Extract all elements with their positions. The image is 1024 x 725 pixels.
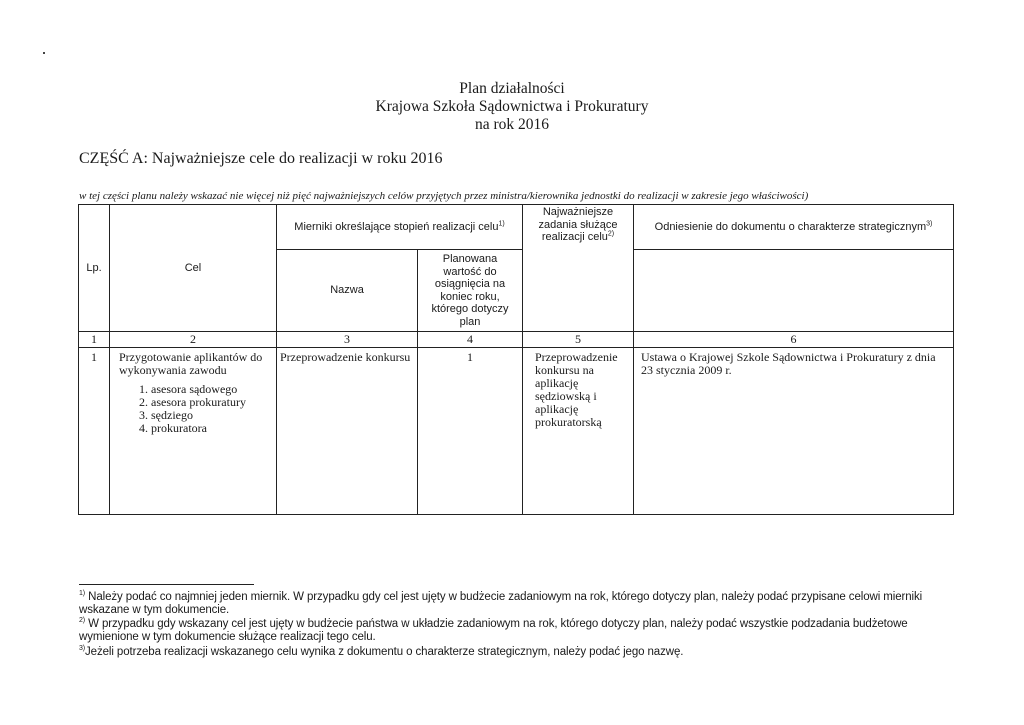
scan-speck xyxy=(43,52,45,54)
header-zadania xyxy=(523,205,634,332)
plan-year: na rok 2016 xyxy=(474,116,550,133)
footnote-2 xyxy=(79,618,939,644)
row-lp: 1 xyxy=(79,348,110,515)
doc-title: Plan działalności xyxy=(459,80,565,97)
footnote-3 xyxy=(79,646,939,659)
header-mierniki-text: Mierniki określające stopień realizacji celu xyxy=(294,220,499,233)
header-odniesienie-empty xyxy=(634,250,954,332)
list-item: 4. prokuratora xyxy=(151,422,273,435)
row-wartosc: 1 xyxy=(418,348,523,515)
footnote-ref-2: 2) xyxy=(607,230,615,238)
row-cel xyxy=(110,348,277,515)
footnote-ref-3: 3) xyxy=(926,220,933,228)
footnote-text: Należy podać co najmniej jeden miernik. W przypadku gdy cel jest ujęty w budżecie zadaniowym na rok, którego dotyczy plan, należy podać przypisane celowi mierniki wskazane w tym dokumencie. xyxy=(79,591,923,616)
header-odniesienie xyxy=(634,205,954,250)
profession-list xyxy=(119,383,273,435)
row-nazwa: Przeprowadzenie konkursu xyxy=(277,348,418,515)
column-number: 5 xyxy=(523,332,634,348)
row-odniesienie: Ustawa o Krajowej Szkole Sądownictwa i Prokuratury z dnia 23 stycznia 2009 r. xyxy=(634,348,954,515)
footnote-1 xyxy=(79,591,939,617)
list-item: 1. asesora sądowego xyxy=(151,383,273,396)
row-zadania: Przeprowadzenie konkursu na aplikację sędziowską i aplikację prokuratorską xyxy=(523,348,634,515)
row-cel-text: Przygotowanie aplikantów do wykonywania zawodu xyxy=(119,350,263,377)
footnote-mark: 2) xyxy=(79,617,86,625)
header-cel: Cel xyxy=(110,205,277,332)
footnote-mark: 3) xyxy=(79,645,86,653)
column-number: 1 xyxy=(79,332,110,348)
footnote-mark: 1) xyxy=(79,590,86,598)
footnote-text: Jeżeli potrzeba realizacji wskazanego celu wynika z dokumentu o charakterze strategicznym, należy podać jego nazwę. xyxy=(85,646,684,658)
part-a-title: CZĘŚĆ A: Najważniejsze cele do realizacji w roku 2016 xyxy=(79,150,443,167)
header-mierniki xyxy=(277,205,523,250)
header-planowana: Planowana wartość do osiągnięcia na koniec roku, którego dotyczy plan xyxy=(418,250,523,332)
column-number: 4 xyxy=(418,332,523,348)
list-item: 3. sędziego xyxy=(151,409,273,422)
header-nazwa: Nazwa xyxy=(277,250,418,332)
column-number: 3 xyxy=(277,332,418,348)
column-number: 2 xyxy=(110,332,277,348)
footnote-divider xyxy=(79,584,254,585)
part-a-instruction: w tej części planu należy wskazać nie więcej niż pięć najważniejszych celów przyjętych przez ministra/kierownika jednostki do realizacji w zakresie jego właściwości) xyxy=(79,190,809,202)
header-odniesienie-text: Odniesienie do dokumentu o charakterze strategicznym xyxy=(654,220,927,233)
header-lp: Lp. xyxy=(79,205,110,332)
header-zadania-text: Najważniejsze zadania służące realizacji celu xyxy=(538,206,618,243)
column-number: 6 xyxy=(634,332,954,348)
footnote-text: W przypadku gdy wskazany cel jest ujęty w budżecie państwa w układzie zadaniowym na rok, którego dotyczy plan, należy podać wszystkie podzadania budżetowe wymienione w tym dokumencie służące realizacji tego celu. xyxy=(79,618,908,643)
footnote-ref-1: 1) xyxy=(498,220,505,228)
institution-name: Krajowa Szkoła Sądownictwa i Prokuratury xyxy=(375,98,649,115)
table-row xyxy=(79,348,954,515)
goals-table xyxy=(78,204,954,515)
list-item: 2. asesora prokuratury xyxy=(151,396,273,409)
